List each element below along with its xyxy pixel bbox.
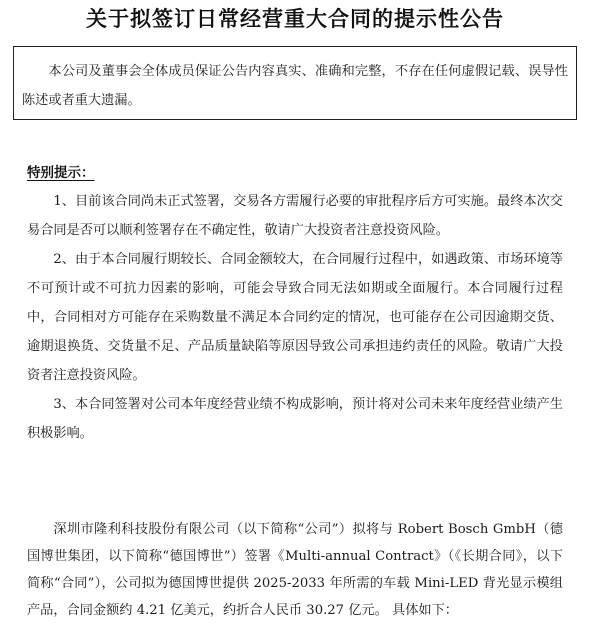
- notice-item-2: 2、由于本合同履行期较长、合同金额较大，在合同履行过程中，如遇政策、市场环境等不可预计或不可抗力因素的影响，可能会导致合同无法如期或全面履行。本合同履行过程中，合同相对方可能存在采购数量不满足本合同约定的情况，也可能存在公司因逾期交货、逾期退换货、交货量不足、产品质量缺陷等原因导致公司承担违约责任的风险。敬请广大投资者注意投资风险。: [27, 252, 563, 383]
- disclaimer-text: 本公司及董事会全体成员保证公告内容真实、准确和完整，不存在任何虚假记载、误导性陈述或者重大遗漏。: [22, 64, 568, 108]
- announcement-title: 关于拟签订日常经营重大合同的提示性公告: [86, 7, 504, 31]
- intro-section: [27, 516, 563, 624]
- notice-item-1: 1、目前该合同尚未正式签署，交易各方需履行必要的审批程序后方可实施。最终本次交易合同是否可以顺利签署存在不确定性，敬请广大投资者注意投资风险。: [27, 194, 563, 238]
- intro-paragraph: 深圳市隆利科技股份有限公司（以下简称“公司”）拟将与 Robert Bosch GmbH（德国博世集团，以下简称“德国博世”）签署《Multi-annual Contract》（《长期合同》，以下简称“合同”），公司拟为德国博世提供 2025-2033 年所需的车载 Mini-LED 背光显示模组产品，合同金额约 4.21 亿美元，约折合人民币 30.27 亿元。 具体如下：: [27, 522, 563, 618]
- special-notice-list: [27, 187, 563, 448]
- notice-item-3: 3、本合同签署对公司本年度经营业绩不构成影响，预计将对公司未来年度经营业绩产生积极影响。: [27, 397, 563, 441]
- special-notice-heading: 特别提示：: [27, 165, 95, 181]
- disclaimer-box: [13, 46, 577, 120]
